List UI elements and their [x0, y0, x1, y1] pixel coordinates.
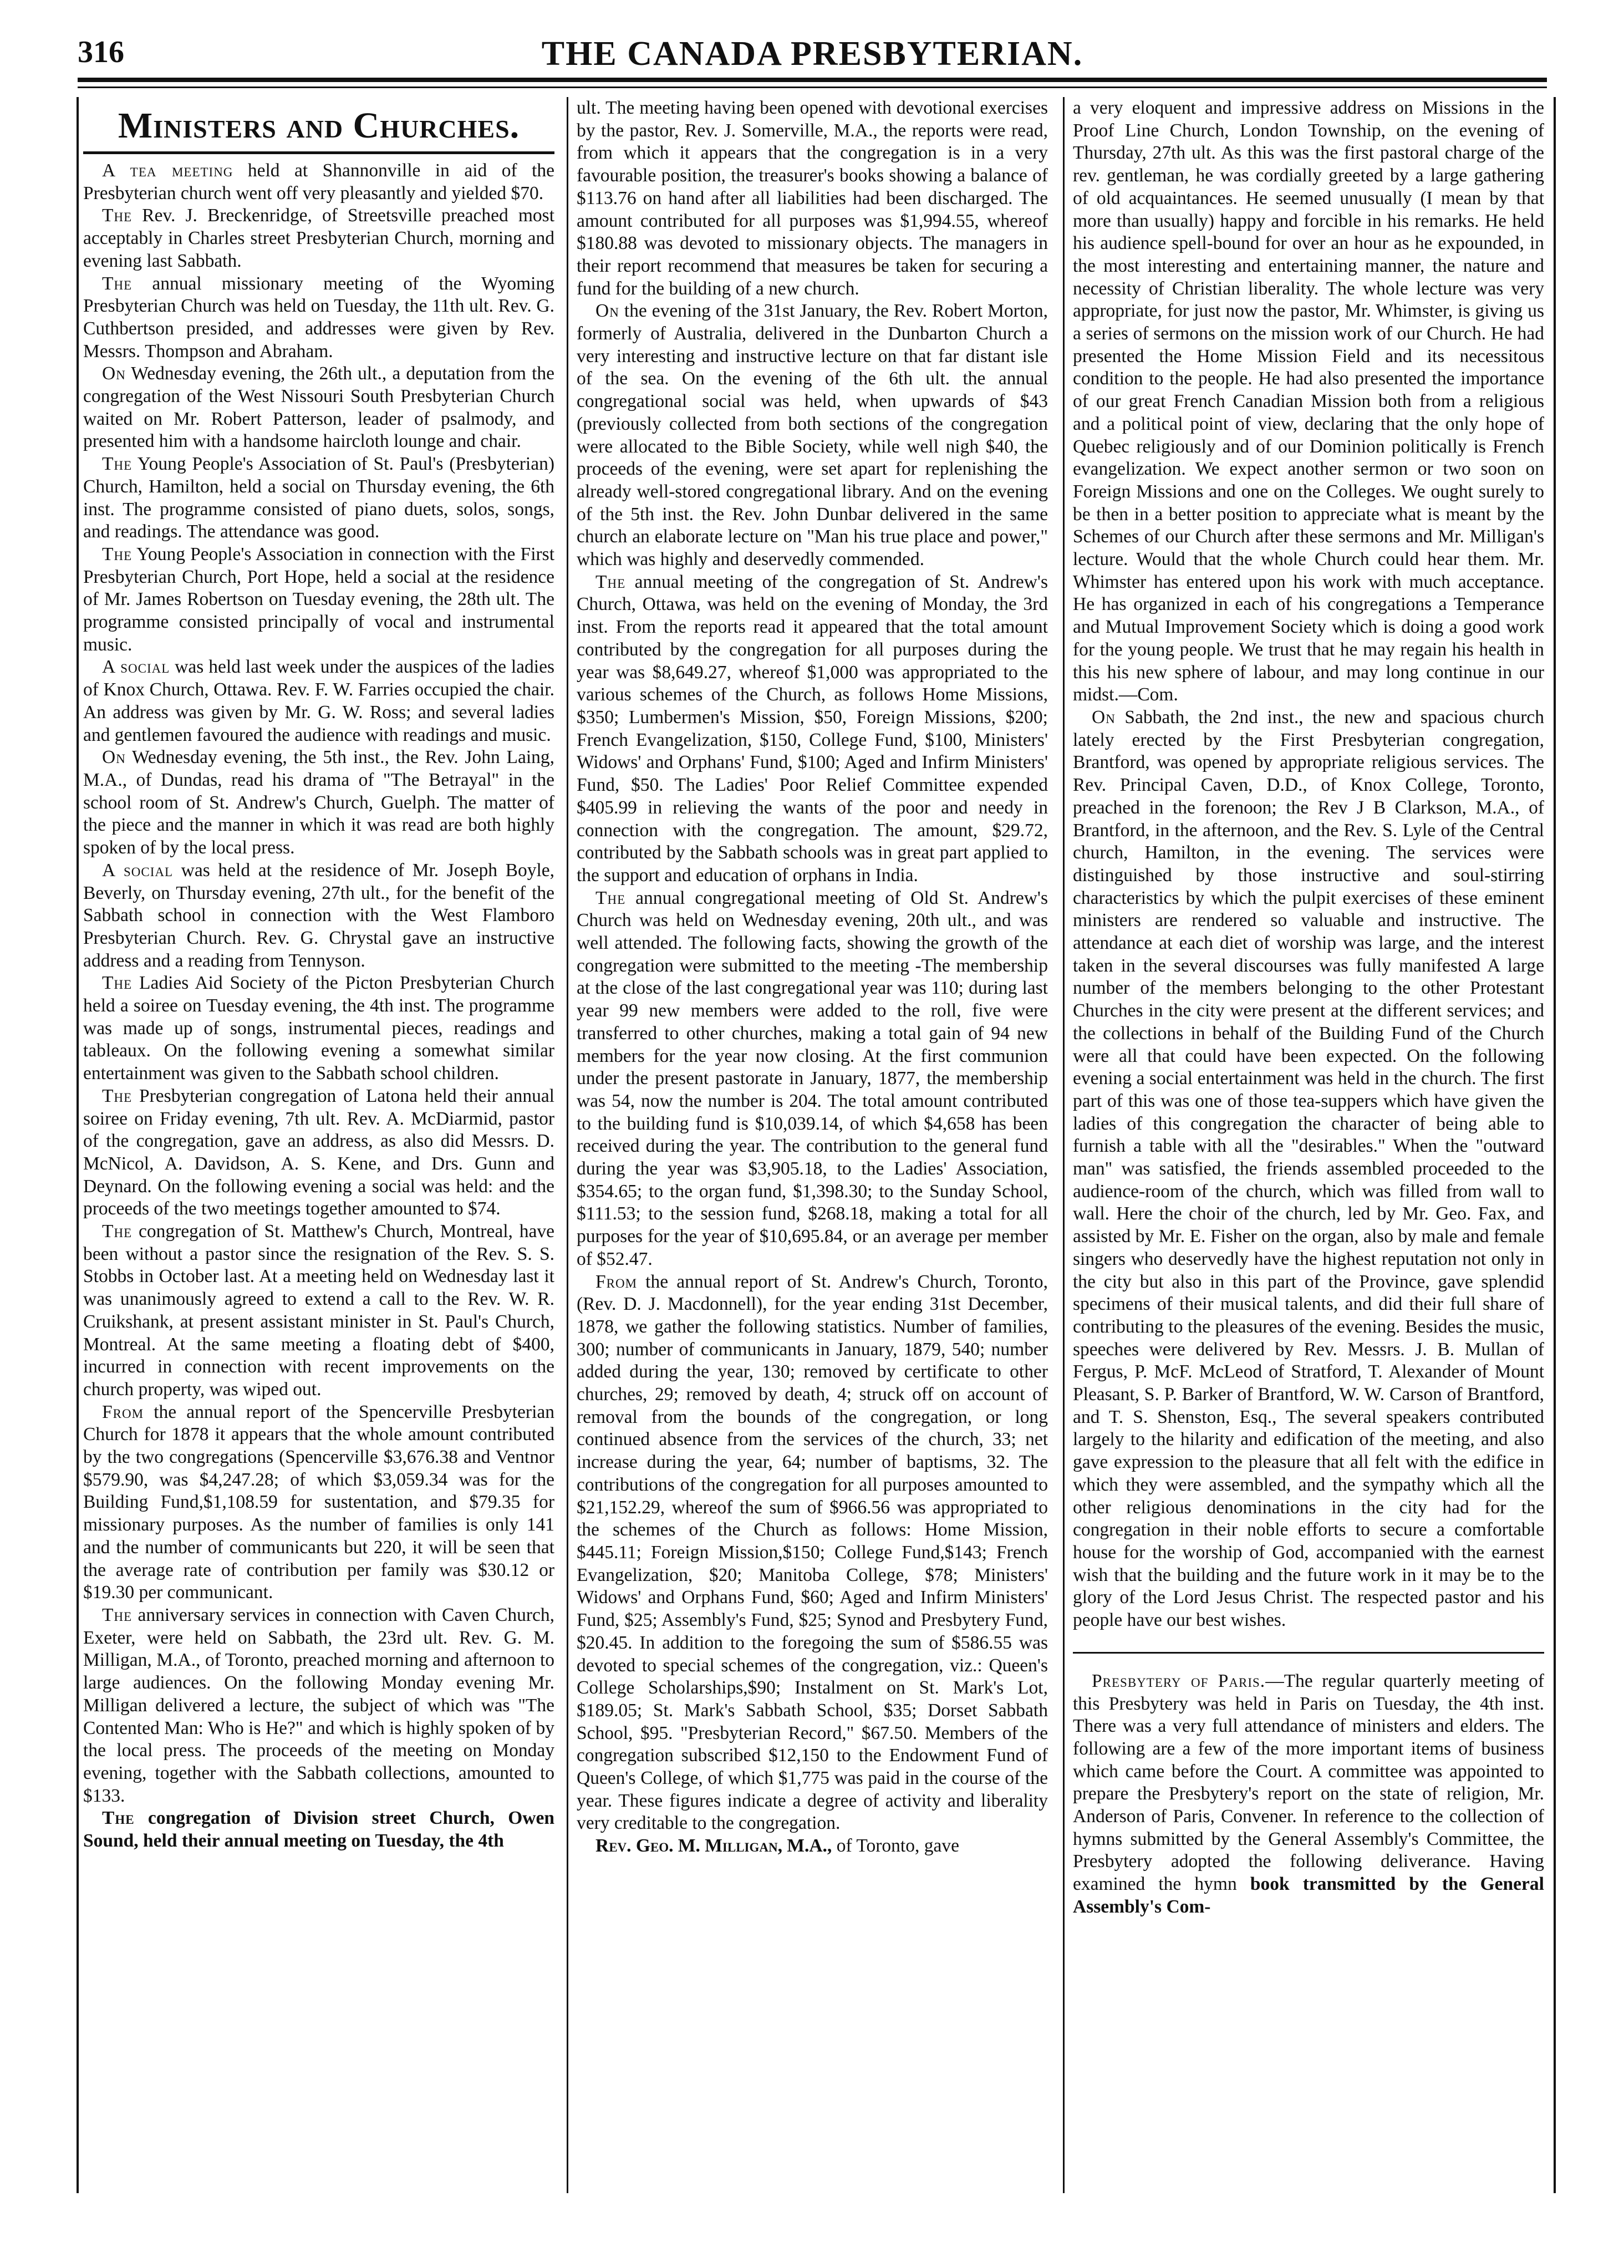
paragraph-lead: The: [102, 543, 133, 565]
paragraph-lead: The: [102, 1221, 133, 1242]
bold-phrase: book transmitted by the General Assembly's Com-: [1073, 1874, 1544, 1917]
article-paragraph: [83, 860, 554, 973]
paragraph-lead: The: [102, 273, 133, 294]
right-border: [1554, 97, 1556, 2193]
article-paragraph: [83, 972, 554, 1085]
paragraph-lead: The: [595, 571, 626, 592]
paragraph-text: anniversary services in connection with Caven Church, Exeter, were held on Sabbath, the 23rd ult. Rev. G. M. Milligan, M.A., of Toronto, preached morning and afternoon to large audiences. On the following Monday evening Mr. Milligan delivered a lecture, the subject of which was "The Contented Man: Who is He?" and which is highly spoken of by the local press. The proceeds of the meeting on Monday evening, together with the Sabbath collections, amounted to $133.: [83, 1605, 554, 1806]
paragraph-lead: The: [102, 454, 133, 475]
paragraph-text: congregation of Division street Church, Owen Sound, held their annual meeting on Tuesday, the 4th: [83, 1808, 554, 1852]
paragraph-text: was held at the residence of Mr. Joseph Boyle, Beverly, on Thursday evening, 27th ult., for the benefit of the Sabbath school in connection with the West Flamboro Presbyterian Church. Rev. G. Chrystal gave an instructive address and a reading from Tennyson.: [83, 860, 554, 971]
paragraph-lead: The: [102, 1808, 135, 1829]
article-paragraph: [1073, 97, 1544, 706]
paragraph-lead: The: [102, 1605, 133, 1625]
article-paragraph: [83, 205, 554, 272]
paragraph-text: Sabbath, the 2nd inst., the new and spacious church lately erected by the First Presbyterian congregation, Brantford, was opened by appropriate religious services. The Rev. Principal Caven, D.D., of Knox College, Toronto, preached in the forenoon; the Rev J B Clarkson, M.A., of Brantford, in the afternoon, and the Rev. S. Lyle of the Central church, Hamilton, in the evening. The services were distinguished by those instructive and soul-stirring characteristics by which the pulpit exercises of these eminent ministers are rendered so valuable and instructive. The attendance at each diet of worship was large, and the interest taken in the several discourses was fully manifested A large number of the members belonging to the other Protestant Churches in the city were present at the different services; and the collections in behalf of the Building Fund of the Church were all that could have been expected. On the following evening a social entertainment was held in the church. The first part of this was one of those tea-suppers which have given the ladies of this congregation the character of being able to furnish a table with all the "desirables." When the "outward man" was satisfied, the friends assembled proceeded to the audience-room of the church, which was filled from wall to wall. Here the choir of the church, led by Mr. Geo. Fax, and assisted by Mr. E. Fisher on the organ, also by male and female singers who deservedly have the highest reputation not only in the city but also in this part of the Province, gave splendid specimens of their musical talents, and did their full share of contributing to the pleasures of the evening. Besides the music, speeches were delivered by Rev. Messrs. J. B. Mullan of Fergus, P. McF. McLeod of Stratford, T. Alexander of Mount Pleasant, S. P. Barker of Brantford, W. W. Carson of Brantford, and T. S. Shenston, Esq., The several speakers contributed largely to the hilarity and edification of the meeting, and also gave expression to the pleasure that all felt with the edifice in which they were assembled, and the sympathy which all the other religious denominations in the city had for the congregation in their noble efforts to secure a comfortable house for the worship of God, accompanied with the earnest wish that the building and the future work in it may be to the glory of the Lord Jesus Christ. The respected pastor and his people have our best wishes.: [1073, 706, 1544, 1631]
article-paragraph: [1073, 1670, 1544, 1919]
paragraph-lead: On: [1092, 706, 1116, 728]
column-divider: [567, 97, 568, 2193]
article-paragraph: [577, 571, 1048, 887]
page-header: [78, 34, 1547, 73]
article-paragraph: [577, 1835, 1048, 1858]
page-number: 316: [78, 35, 124, 69]
paragraph-text: was held last week under the auspices of the ladies of Knox Church, Ottawa. Rev. F. W. Farries occupied the chair. An address was given by Mr. G. W. Ross; and several ladies and gentlemen favoured the audience with readings and music.: [83, 657, 554, 745]
paragraph-text: annual congregational meeting of Old St. Andrew's Church was held on Wednesday evening, 20th ult., and was well attended. The following facts, showing the growth of the congregation were submitted to the meeting -The membership at the close of the last congregational year was 110; during last year 99 new members were added to the roll, five were transferred to other churches, making a total gain of 94 new members for the year now closing. At the first communion under the present pastorate in January, 1877, the membership was 54, now the number is 204. The total amount contributed to the building fund is $10,039.14, of which $4,658 has been received during the year. The contribution to the general fund during the year was $3,905.18, to the Ladies' Association, $354.65; to the organ fund, $1,398.30; to the Sunday School, $111.53; to the session fund, $268.18, making a total for all purposes for the year of $10,695.84, or an average per member of $52.47.: [577, 887, 1048, 1269]
paragraph-lead: The: [102, 1085, 133, 1106]
paragraph-lead: On: [102, 363, 126, 384]
paragraph-text: the annual report of the Spencerville Presbyterian Church for 1878 it appears that the whole amount contributed by the two congregations (Spencerville $3,676.38 and Ventnor $579.90, was $4,247.28; of which $3,059.34 was for the Building Fund,$1,108.59 for sustentation, and $79.35 for missionary purposes. As the number of families is only 141 and the number of communicants but 220, it will be seen that the average rate of contribution per family was $30.12 or $19.30 per communicant.: [83, 1401, 554, 1603]
article-paragraph: [577, 887, 1048, 1271]
paragraph-text: Presbyterian congregation of Latona held their annual soiree on Friday evening, 7th ult. Rev. A. McDiarmid, pastor of the congregation, gave an address, as also did Messrs. D. McNicol, A. Davidson, A. S. Kene, and Drs. Gunn and Deynard. On the following evening a social was held: and the proceeds of the two meetings together amounted to $74.: [83, 1085, 554, 1219]
column-1-body: [83, 160, 554, 1853]
header-rule-thin: [78, 87, 1547, 88]
article-paragraph: [83, 543, 554, 657]
paragraph-text: annual meeting of the congregation of St. Andrew's Church, Ottawa, was held on the evening of Monday, the 3rd inst. From the reports read it appeared that the total amount contributed by the congregation for all purposes during the year was $8,649.27, whereof $1,000 was appropriated to the various schemes of the Church, as follows Home Missions, $350; Lumbermen's Mission, $50, Foreign Missions, $200; French Evangelization, $150, College Fund, $100, Ministers' Widows' and Orphans' Fund, $100; Aged and Infirm Ministers' Fund, $50. The Ladies' Poor Relief Committee expended $405.99 in relieving the wants of the poor and needy in connection with the congregation. The amount, $29.72, contributed by the Sabbath schools was in great part applied to the support and education of orphans in India.: [577, 571, 1048, 886]
paragraph-lead: On: [595, 301, 619, 322]
article-paragraph: [577, 97, 1048, 300]
paragraph-text: the evening of the 31st January, the Rev. Robert Morton, formerly of Australia, delivered in the Dunbarton Church a very interesting and instructive lecture on that far distant isle of the sea. On the evening of the 6th ult. the annual congregational social was held, when upwards of $43 (previously collected from both sections of the congregation were allocated to the Bible Society, while well nigh $40, the proceeds of the evening, were set apart for replenishing the already well-stored congregational library. And on the evening of the 5th inst. the Rev. John Dunbar delivered in the same church an elaborate lecture on "Man his true place and power," which was highly and deservedly commended.: [577, 301, 1048, 570]
paragraph-text: Young People's Association in connection with the First Presbyterian Church, Port Hope, held a social at the residence of Mr. James Robertson on Tuesday evening, the 28th ult. The programme consisted principally of vocal and instrumental music.: [83, 543, 554, 655]
article-separator: [1073, 1652, 1544, 1654]
article-paragraph: [83, 1604, 554, 1807]
masthead: THE CANADA PRESBYTERIAN.: [541, 35, 1083, 73]
left-border: [77, 97, 79, 2193]
paragraph-lead: The: [102, 205, 133, 226]
column-3: [1073, 97, 1544, 2193]
article-paragraph: [83, 363, 554, 453]
paragraph-lead: From: [595, 1271, 638, 1292]
paragraph-text: ult. The meeting having been opened with devotional exercises by the pastor, Rev. J. Somerville, M.A., the reports were read, from which it appears that the congregation is in a very favourable position, the treasurer's books showing a balance of $113.76 on hand after all liabilities had been discharged. The amount contributed for all purposes was $1,994.55, whereof $180.88 was devoted to missionary objects. The managers in their report recommend that measures be taken for securing a fund for the building of a new church.: [577, 98, 1048, 299]
article-paragraph: [83, 1807, 554, 1852]
article-paragraph: [83, 273, 554, 363]
paragraph-text: congregation of St. Matthew's Church, Montreal, have been without a pastor since the resignation of the Rev. S. S. Stobbs in October last. At a meeting held on Wednesday last it was unanimously agreed to extend a call to the Rev. W. R. Cruikshank, at present assistant minister in St. Paul's Church, Montreal. At the same meeting a floating debt of $400, incurred in connection with recent improvements on the church property, was wiped out.: [83, 1221, 554, 1400]
article-paragraph: [83, 1085, 554, 1221]
article-paragraph: [83, 160, 554, 205]
column-1: [83, 97, 554, 2193]
paragraph-text: the annual report of St. Andrew's Church, Toronto, (Rev. D. J. Macdonnell), for the year ending 31st December, 1878, we gather the following statistics. Number of families, 300; number of communicants in January, 1879, 540; number added during the year, 130; removed by certificate to other churches, 29; removed by death, 4; struck off on account of removal from the bounds of the congregation, or long continued absence from the services of the church, 33; net increase during the year, 64; number of baptisms, 32. The contributions of the congregation for all purposes amounted to $21,152.29, whereof the sum of $966.56 was appropriated to the schemes of the Church as follows: Home Mission, $445.11; Foreign Mission,$150; College Fund,$143; French Evangelization, $20; Manitoba College, $78; Ministers' Widows' and Orphans Fund, $60; Aged and Infirm Ministers' Fund, $25; Assembly's Fund, $25; Synod and Presbytery Fund, $20.45. In addition to the foregoing the sum of $586.55 was devoted to special schemes of the congregation, viz.: Queen's College Scholarships,$90; Instalment on St. Mark's Lot, $189.05; St. Mark's Sabbath School, $35; Dorset Sabbath School, $95. "Presbyterian Record," $67.50. Members of the congregation subscribed $12,150 to the Endowment Fund of Queen's College, of which $1,775 was paid in the course of the year. These figures indicate a degree of activity and liberality very creditable to the congregation.: [577, 1271, 1048, 1834]
paragraph-lead: The: [102, 973, 133, 994]
column-3-body: [1073, 97, 1544, 1919]
paragraph-text: of Toronto, gave: [832, 1835, 959, 1857]
paragraph-text: Ladies Aid Society of the Picton Presbyterian Church held a soiree on Tuesday evening, the 4th inst. The programme was made up of songs, instrumental pieces, readings and tableaux. On the following evening a somewhat similar entertainment was given to the Sabbath school children.: [83, 973, 554, 1084]
article-paragraph: [83, 746, 554, 860]
column-2: [577, 97, 1048, 2193]
article-paragraph: [83, 656, 554, 746]
paragraph-text: annual missionary meeting of the Wyoming Presbyterian Church was held on Tuesday, the 11th ult. Rev. G. Cuthbertson presided, and addresses were given by Rev. Messrs. Thompson and Abraham.: [83, 273, 554, 362]
paragraph-text: Wednesday evening, the 26th ult., a deputation from the congregation of the West Nissouri South Presbyterian Church waited on Mr. Robert Patterson, leader of psalmody, and presented him with a handsome haircloth lounge and chair.: [83, 363, 554, 452]
section-title: Ministers and Churches.: [118, 105, 520, 146]
paragraph-text: —The regular quarterly meeting of this Presbytery was held in Paris on Tuesday, the 4th inst. There was a very full attendance of ministers and elders. The following are a few of the more important items of business which came before the Court. A committee was appointed to prepare the Presbytery's report on the state of religion, Mr. Anderson of Paris, Convener. In reference to the collection of hymns submitted by the General Assembly's Committee, the Presbytery adopted the following deliverance. Having examined the hymn book transmitted by the General Assembly's Com-: [1073, 1670, 1544, 1917]
section-title-rule: [83, 151, 554, 154]
paragraph-lead: A tea meeting: [102, 160, 233, 181]
article-paragraph: [577, 300, 1048, 571]
paragraph-text: Wednesday evening, the 5th inst., the Rev. John Laing, M.A., of Dundas, read his drama of "The Betrayal" in the school room of St. Andrew's Church, Guelph. The matter of the piece and the manner in which it was read are both highly spoken of by the local press.: [83, 747, 554, 858]
column-divider: [1063, 97, 1065, 2193]
article-paragraph: [83, 1401, 554, 1604]
paragraph-lead: Presbytery of Paris.: [1092, 1670, 1266, 1691]
paragraph-lead: On: [102, 747, 126, 768]
column-2-body: [577, 97, 1048, 1858]
article-paragraph: [83, 1221, 554, 1401]
paragraph-lead: The: [595, 887, 626, 908]
paragraph-lead: A social: [102, 657, 170, 678]
paragraph-text: held at Shannonville in aid of the Presbyterian church went off very pleasantly and yielded $70.: [83, 160, 554, 204]
paragraph-lead: Rev. Geo. M. Milligan, M.A.,: [595, 1835, 832, 1857]
paragraph-lead: A social: [102, 860, 174, 881]
article-paragraph: [83, 453, 554, 543]
paragraph-lead: From: [102, 1401, 144, 1422]
header-rule: [78, 78, 1547, 82]
paragraph-text: Young People's Association of St. Paul's (Presbyterian) Church, Hamilton, held a social on Thursday evening, the 6th inst. The programme consisted of piano duets, solos, songs, and readings. The attendance was good.: [83, 454, 554, 542]
article-paragraph: [577, 1271, 1048, 1835]
paragraph-text: a very eloquent and impressive address on Missions in the Proof Line Church, London Township, on the evening of Thursday, 27th ult. As this was the first pastoral charge of the rev. gentleman, he was cordially greeted by a large gathering of old acquaintances. He seemed unusually (I mean by that more than usually) happy and forcible in his remarks. He held his audience spell-bound for over an hour as he expounded, in the most interesting and entertaining manner, the nature and necessity of Christian liberality. The whole lecture was very appropriate, for just now the pastor, Mr. Whimster, is giving us a series of sermons on the mission work of our Church. He had presented the Home Mission Field and its necessitous condition to the people. He had also presented the importance of our great French Canadian Mission both from a religious and a political point of view, declaring that the only hope of Quebec religiously and of our Dominion politically is French evangelization. We expect another sermon or two soon on Foreign Missions and one on the Colleges. We ought surely to be then in a better position to appreciate what is meant by the Schemes of our Church after these sermons and Mr. Milligan's lecture. Would that the whole Church could hear them. Mr. Whimster has entered upon his work with much acceptance. He has organized in each of his congregations a Temperance and Mutual Improvement Society which is doing a good work for the young people. We trust that he may regain his health in this his new sphere of labour, and may long continue in our midst.—Com.: [1073, 98, 1544, 705]
paragraph-text: Rev. J. Breckenridge, of Streetsville preached most acceptably in Charles street Presbyterian Church, morning and evening last Sabbath.: [83, 205, 554, 271]
article-paragraph: [1073, 706, 1544, 1632]
